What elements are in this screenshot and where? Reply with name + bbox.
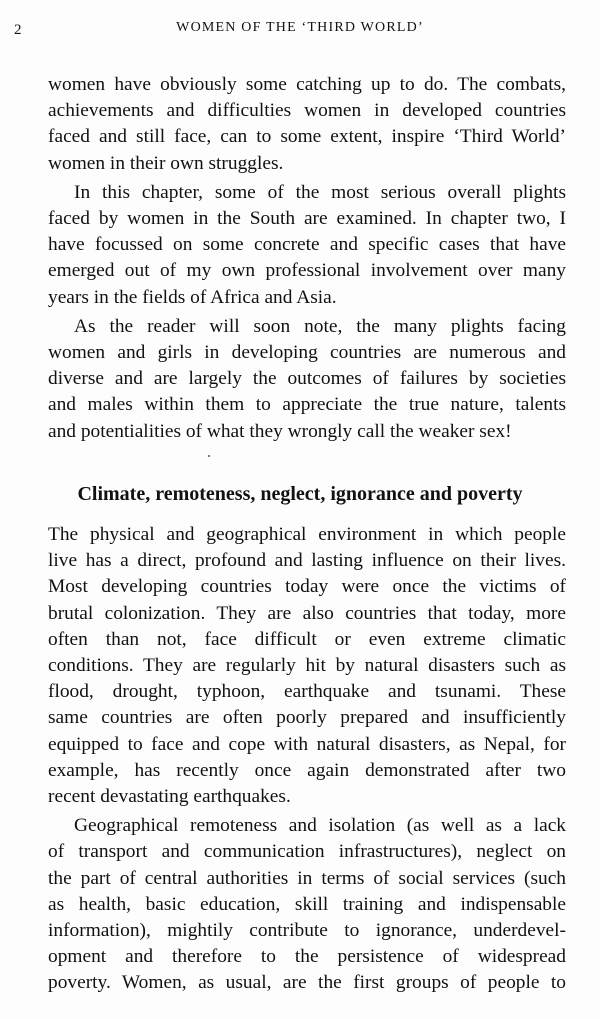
text-line: flood, drought, typhoon, earthquake and tsunami. These — [48, 681, 566, 703]
paragraph — [48, 813, 566, 996]
text-line: opment and therefore to the persistence of widespread — [48, 946, 566, 968]
text-line: as health, basic education, skill training and indispensable — [48, 893, 566, 915]
paragraph — [48, 72, 566, 177]
paragraph — [48, 522, 566, 810]
running-head — [0, 20, 600, 42]
text-line: brutal colonization. They are also countries that today, more — [48, 602, 566, 624]
text-line: have focussed on some concrete and specific cases that have — [48, 234, 566, 256]
text-line: women in their own struggles. — [48, 152, 284, 174]
text-line: The physical and geographical environment in which people — [48, 524, 566, 545]
body-text-top — [48, 72, 566, 445]
text-line: achievements and difficulties women in developed countries — [48, 100, 566, 122]
text-line: equipped to face and cope with natural disasters, as Nepal, for — [48, 733, 566, 755]
paragraph — [48, 314, 566, 445]
section-heading: Climate, remoteness, neglect, ignorance and poverty — [77, 483, 523, 505]
print-speck — [208, 455, 210, 457]
text-line: recent devastating earthquakes. — [48, 786, 291, 808]
text-line: of transport and communication infrastructures), neglect on — [48, 841, 566, 863]
page-number: 2 — [14, 22, 22, 38]
text-line: years in the fields of Africa and Asia. — [48, 286, 337, 308]
text-line: live has a direct, profound and lasting influence on their lives. — [48, 550, 566, 572]
text-line: women and girls in developing countries are numerous and — [48, 342, 566, 364]
text-line: poverty. Women, as usual, are the first groups of people to — [48, 972, 566, 994]
text-line: women have obviously some catching up to do. The combats, — [48, 74, 566, 95]
text-line: As the reader will soon note, the many plights facing — [74, 315, 566, 337]
text-line: often than not, face difficult or even extreme climatic — [48, 628, 566, 650]
text-line: same countries are often poorly prepared and insufficiently — [48, 707, 566, 729]
text-line: Geographical remoteness and isolation (as well as a lack — [74, 815, 566, 837]
text-line: In this chapter, some of the most serious overall plights — [74, 181, 566, 203]
text-line: the part of central authorities in terms of social services (such — [48, 867, 566, 889]
text-line: faced and still face, can to some extent, inspire ‘Third World’ — [48, 126, 566, 148]
text-line: information), mightily contribute to ignorance, underdevel- — [48, 920, 566, 942]
text-line: Most developing countries today were once the victims of — [48, 576, 566, 598]
text-line: emerged out of my own professional involvement over many — [48, 260, 566, 282]
paragraph — [48, 180, 566, 311]
text-line: and potentialities of what they wrongly call the weaker sex! — [48, 420, 512, 442]
text-line: example, has recently once again demonstrated after two — [48, 759, 566, 781]
running-title: WOMEN OF THE ‘THIRD WORLD’ — [176, 20, 424, 35]
text-line: diverse and are largely the outcomes of failures by societies — [48, 368, 566, 390]
body-text-bottom — [48, 522, 566, 997]
text-line: faced by women in the South are examined. In chapter two, I — [48, 208, 566, 230]
text-line: and males within them to appreciate the true nature, talents — [48, 394, 566, 416]
text-line: conditions. They are regularly hit by natural disasters such as — [48, 655, 566, 677]
